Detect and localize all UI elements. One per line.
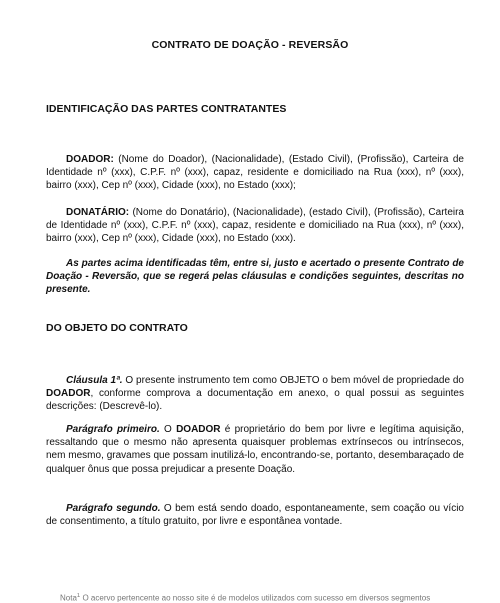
doador-paragraph — [46, 153, 464, 193]
clausula-1-bold: DOADOR — [46, 388, 91, 400]
paragrafo-primeiro-text-a: O — [159, 424, 177, 435]
note-label: Nota — [60, 593, 77, 603]
donatario-text: (Nome do Donatário), (Nacionalidade), (estado Civil), (Profissão), Carteira de Identidade nº (xxx), C.P.F. nº (xxx), capaz, residente e domiciliado na Rua (xxx), nº (xxx), bairro (xxx), Cep nº (xxx), Cidade (xxx), no Estado (xxx). — [46, 207, 464, 245]
document-title: CONTRATO DE DOAÇÃO - REVERSÃO — [151, 39, 349, 51]
clausula-1-text-b: , conforme comprova a documentação em anexo, o qual possui as seguintes descrições: (Descrevê-lo). — [46, 388, 464, 413]
clausula-1-paragraph — [46, 374, 464, 414]
clausula-1-text-a: O presente instrumento tem como OBJETO o bem móvel de propriedade do — [122, 375, 464, 386]
doador-label: DOADOR: — [66, 154, 114, 165]
note-marker: 1 — [76, 593, 81, 599]
paragrafo-primeiro — [46, 423, 464, 476]
paragrafo-segundo — [46, 502, 464, 528]
paragrafo-primeiro-text-b: é proprietário do bem por livre e legítima aquisição, ressaltando que o mesmo não apresenta quaisquer problemas extrínsecos ou intrínsecos, nem mesmo, gravames que possam inutilizá-lo, encontrando-se, portanto, desembaraçado de qualquer ônus que possa prejudicar a presente Doação. — [46, 424, 464, 475]
paragrafo-segundo-label: Parágrafo segundo. — [66, 503, 161, 514]
clausula-1-label: Cláusula 1ª. — [66, 375, 123, 386]
note-text: O acervo pertencente ao nosso site é de modelos utilizados com sucesso em diversos segmentos — [80, 593, 431, 603]
paragrafo-segundo-text: O bem está sendo doado, espontaneamente, sem coação ou vício de consentimento, a título gratuito, por livre e espontânea vontade. — [46, 503, 464, 528]
donatario-paragraph — [46, 206, 464, 246]
doador-text: (Nome do Doador), (Nacionalidade), (Estado Civil), (Profissão), Carteira de Identidade nº (xxx), C.P.F. nº (xxx), capaz, residente e domiciliado na Rua (xxx), nº (xxx), bairro (xxx), Cep nº (xxx), Cidade (xxx), no Estado (xxx); — [46, 154, 464, 192]
section-heading-object: DO OBJETO DO CONTRATO — [46, 322, 188, 334]
section-heading-parties: IDENTIFICAÇÃO DAS PARTES CONTRATANTES — [46, 103, 287, 115]
donatario-label: DONATÁRIO: — [66, 207, 130, 218]
paragrafo-primeiro-bold: DOADOR — [176, 424, 221, 435]
paragrafo-primeiro-label: Parágrafo primeiro. — [66, 424, 160, 435]
intro-paragraph: As partes acima identificadas têm, entre si, justo e acertado o presente Contrato de Doação - Reversão, que se regerá pelas cláusulas e condições seguintes, descritas no presente. — [46, 258, 464, 296]
footer-note — [60, 593, 500, 603]
